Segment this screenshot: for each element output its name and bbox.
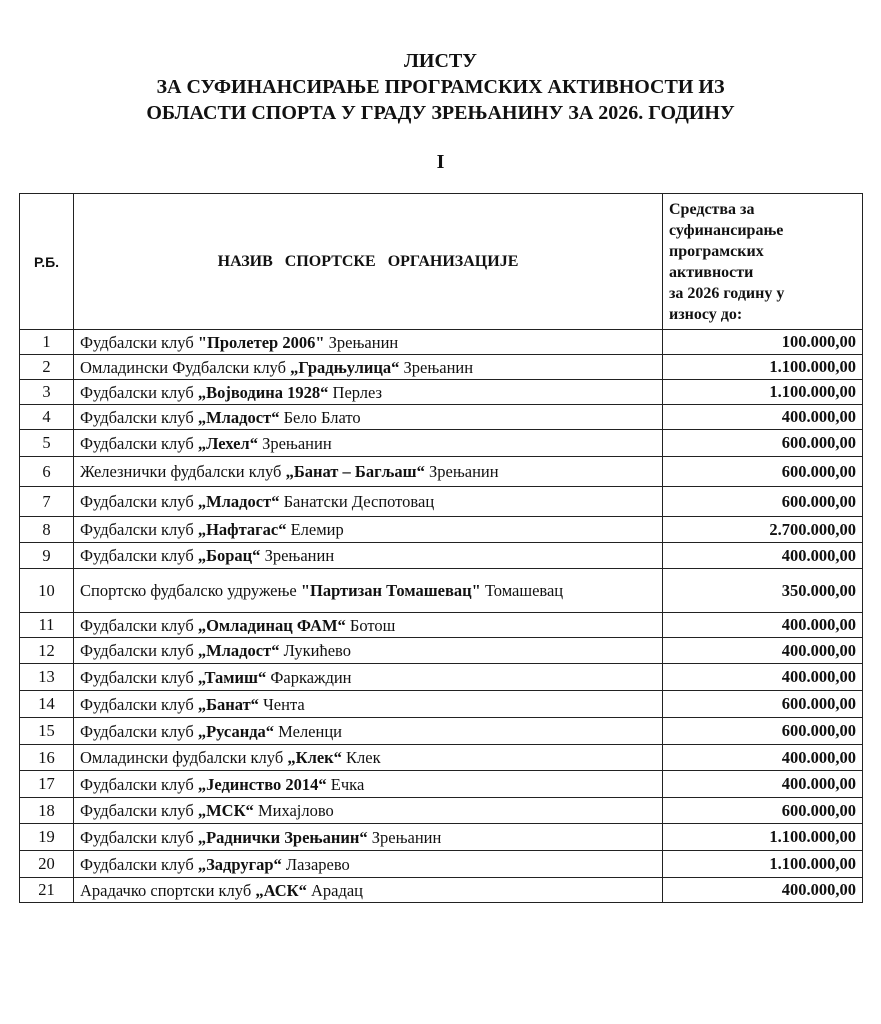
org-title: „Војводина 1928“: [197, 382, 329, 402]
organization-name: [74, 718, 663, 745]
table-row: [20, 613, 863, 638]
funding-amount: 1.100.000,00: [663, 824, 863, 851]
table-row: [20, 745, 863, 771]
row-number: 5: [20, 430, 74, 457]
org-place: Лукићево: [279, 641, 351, 660]
funding-amount: 1.100.000,00: [663, 380, 863, 405]
col-header-amount-line: за 2026 годину у: [669, 284, 785, 302]
row-number: 8: [20, 517, 74, 543]
org-title: "Партизан Томашевац": [300, 581, 481, 600]
funding-amount: 400.000,00: [663, 878, 863, 903]
org-type: Фудбалски клуб: [80, 492, 198, 511]
org-title: „АСК“: [255, 880, 307, 900]
table-header-row: [20, 194, 863, 330]
table-row: [20, 824, 863, 851]
org-type: Железнички фудбалски клуб: [80, 462, 286, 481]
row-number: 1: [20, 330, 74, 355]
org-place: Зрењанин: [399, 357, 474, 377]
org-title: „МСК“: [197, 801, 254, 820]
document-title: [0, 48, 881, 126]
org-place: Ечка: [326, 774, 365, 794]
org-title: „Банат“: [197, 694, 259, 714]
organization-name: [74, 457, 663, 487]
organization-name: [74, 691, 663, 718]
organization-name: [74, 487, 663, 517]
organization-name: [74, 771, 663, 798]
organization-name: [74, 380, 663, 405]
title-line-1: ЛИСТУ: [404, 50, 477, 72]
funding-amount: 400.000,00: [663, 664, 863, 691]
table-row: [20, 691, 863, 718]
org-place: Лазарево: [281, 854, 350, 874]
org-place: Ботош: [345, 615, 396, 635]
col-header-amount-line: Средства за: [669, 200, 755, 218]
org-type: Фудбалски клуб: [80, 827, 198, 847]
org-title: „Задругар“: [197, 854, 282, 874]
org-place: Зрењанин: [367, 827, 442, 847]
table-row: [20, 569, 863, 613]
table-row: [20, 798, 863, 824]
org-place: Перлез: [328, 382, 383, 402]
row-number: 13: [20, 664, 74, 691]
organization-name: [74, 613, 663, 638]
organization-name: [74, 878, 663, 903]
row-number: 16: [20, 745, 74, 771]
table-row: [20, 380, 863, 405]
table-row: [20, 355, 863, 380]
organization-name: [74, 569, 663, 613]
funding-amount: 600.000,00: [663, 691, 863, 718]
org-type: Фудбалски клуб: [80, 694, 198, 714]
row-number: 21: [20, 878, 74, 903]
row-number: 2: [20, 355, 74, 380]
row-number: 17: [20, 771, 74, 798]
table-row: [20, 771, 863, 798]
org-place: Зрењанин: [260, 546, 335, 565]
org-place: Бело Блато: [279, 407, 361, 427]
org-type: Омладински Фудбалски клуб: [80, 357, 291, 377]
col-header-amount-line: суфинансирање: [669, 221, 784, 239]
table-row: [20, 517, 863, 543]
org-place: Михајлово: [253, 801, 334, 820]
table-row: [20, 664, 863, 691]
funding-table: [19, 193, 863, 903]
funding-amount: 400.000,00: [663, 543, 863, 569]
org-type: Фудбалски клуб: [80, 332, 198, 352]
organization-name: [74, 798, 663, 824]
table-row: [20, 457, 863, 487]
org-type: Фудбалски клуб: [80, 407, 198, 427]
row-number: 19: [20, 824, 74, 851]
org-place: Банатски Деспотовац: [279, 492, 435, 511]
org-title: „Градњулица“: [290, 357, 400, 377]
row-number: 9: [20, 543, 74, 569]
org-type: Фудбалски клуб: [80, 615, 198, 635]
org-type: Фудбалски клуб: [80, 520, 198, 539]
col-header-name: НАЗИВ СПОРТСКЕ ОРГАНИЗАЦИЈЕ: [74, 194, 663, 330]
org-title: „Омладинац ФАМ“: [197, 615, 346, 635]
org-title: "Пролетер 2006": [197, 332, 325, 352]
org-place: Томашевац: [480, 581, 564, 600]
funding-amount: 2.700.000,00: [663, 517, 863, 543]
row-number: 6: [20, 457, 74, 487]
col-header-amount: [663, 194, 863, 330]
table-row: [20, 405, 863, 430]
org-place: Зрењанин: [424, 462, 499, 481]
section-number: I: [436, 151, 445, 173]
organization-name: [74, 355, 663, 380]
org-title: „Младост“: [197, 407, 280, 427]
organization-name: [74, 851, 663, 878]
org-place: Арадац: [306, 880, 364, 900]
table-row: [20, 718, 863, 745]
org-type: Омладински фудбалски клуб: [80, 748, 288, 767]
org-type: Фудбалски клуб: [80, 433, 198, 453]
org-title: „Јединство 2014“: [197, 774, 327, 794]
funding-amount: 400.000,00: [663, 638, 863, 664]
organization-name: [74, 638, 663, 664]
funding-amount: 400.000,00: [663, 613, 863, 638]
funding-amount: 600.000,00: [663, 798, 863, 824]
table-row: [20, 543, 863, 569]
organization-name: [74, 664, 663, 691]
org-place: Клек: [341, 748, 381, 767]
org-type: Фудбалски клуб: [80, 667, 198, 687]
org-type: Фудбалски клуб: [80, 382, 198, 402]
org-place: Фаркаждин: [266, 667, 352, 687]
org-title: „Младост“: [197, 641, 280, 660]
col-header-amount-line: износу до:: [669, 305, 743, 323]
funding-amount: 400.000,00: [663, 745, 863, 771]
row-number: 18: [20, 798, 74, 824]
row-number: 20: [20, 851, 74, 878]
funding-amount: 1.100.000,00: [663, 355, 863, 380]
title-line-2: ЗА СУФИНАНСИРАЊЕ ПРОГРАМСКИХ АКТИВНОСТИ ИЗ: [156, 76, 725, 98]
org-type: Фудбалски клуб: [80, 774, 198, 794]
org-title: „Лехел“: [197, 433, 258, 453]
funding-amount: 350.000,00: [663, 569, 863, 613]
funding-amount: 600.000,00: [663, 487, 863, 517]
org-type: Фудбалски клуб: [80, 801, 198, 820]
org-type: Фудбалски клуб: [80, 721, 198, 741]
org-title: „Борац“: [197, 546, 261, 565]
row-number: 14: [20, 691, 74, 718]
org-title: „Клек“: [287, 748, 342, 767]
funding-amount: 600.000,00: [663, 457, 863, 487]
org-place: Зрењанин: [257, 433, 332, 453]
org-title: „Младост“: [197, 492, 280, 511]
funding-amount: 1.100.000,00: [663, 851, 863, 878]
col-header-amount-line: активности: [669, 263, 754, 281]
org-place: Меленци: [274, 721, 342, 741]
funding-amount: 400.000,00: [663, 405, 863, 430]
table-row: [20, 878, 863, 903]
org-title: „Тамиш“: [197, 667, 267, 687]
organization-name: [74, 745, 663, 771]
row-number: 11: [20, 613, 74, 638]
table-row: [20, 638, 863, 664]
title-line-3: ОБЛАСТИ СПОРТА У ГРАДУ ЗРЕЊАНИНУ ЗА 2026. ГОДИНУ: [146, 102, 735, 124]
row-number: 3: [20, 380, 74, 405]
org-place: Зрењанин: [324, 332, 399, 352]
row-number: 15: [20, 718, 74, 745]
org-type: Фудбалски клуб: [80, 641, 198, 660]
organization-name: [74, 430, 663, 457]
table-row: [20, 487, 863, 517]
org-type: Фудбалски клуб: [80, 854, 198, 874]
funding-amount: 600.000,00: [663, 718, 863, 745]
row-number: 12: [20, 638, 74, 664]
col-header-rb: Р.Б.: [20, 194, 74, 330]
organization-name: [74, 517, 663, 543]
org-type: Арадачко спортски клуб: [80, 880, 256, 900]
funding-amount: 400.000,00: [663, 771, 863, 798]
org-title: „Русанда“: [197, 721, 275, 741]
org-title: „Нафтагас“: [197, 520, 287, 539]
row-number: 4: [20, 405, 74, 430]
table-row: [20, 330, 863, 355]
org-type: Фудбалски клуб: [80, 546, 198, 565]
org-type: Спортско фудбалско удружење: [80, 581, 301, 600]
org-place: Чента: [258, 694, 305, 714]
funding-amount: 100.000,00: [663, 330, 863, 355]
row-number: 7: [20, 487, 74, 517]
table-row: [20, 851, 863, 878]
organization-name: [74, 543, 663, 569]
org-title: „Банат – Багљаш“: [285, 462, 425, 481]
org-title: „Раднички Зрењанин“: [197, 827, 368, 847]
funding-amount: 600.000,00: [663, 430, 863, 457]
table-row: [20, 430, 863, 457]
col-header-amount-line: програмских: [669, 242, 764, 260]
organization-name: [74, 824, 663, 851]
row-number: 10: [20, 569, 74, 613]
organization-name: [74, 330, 663, 355]
organization-name: [74, 405, 663, 430]
org-place: Елемир: [286, 520, 344, 539]
